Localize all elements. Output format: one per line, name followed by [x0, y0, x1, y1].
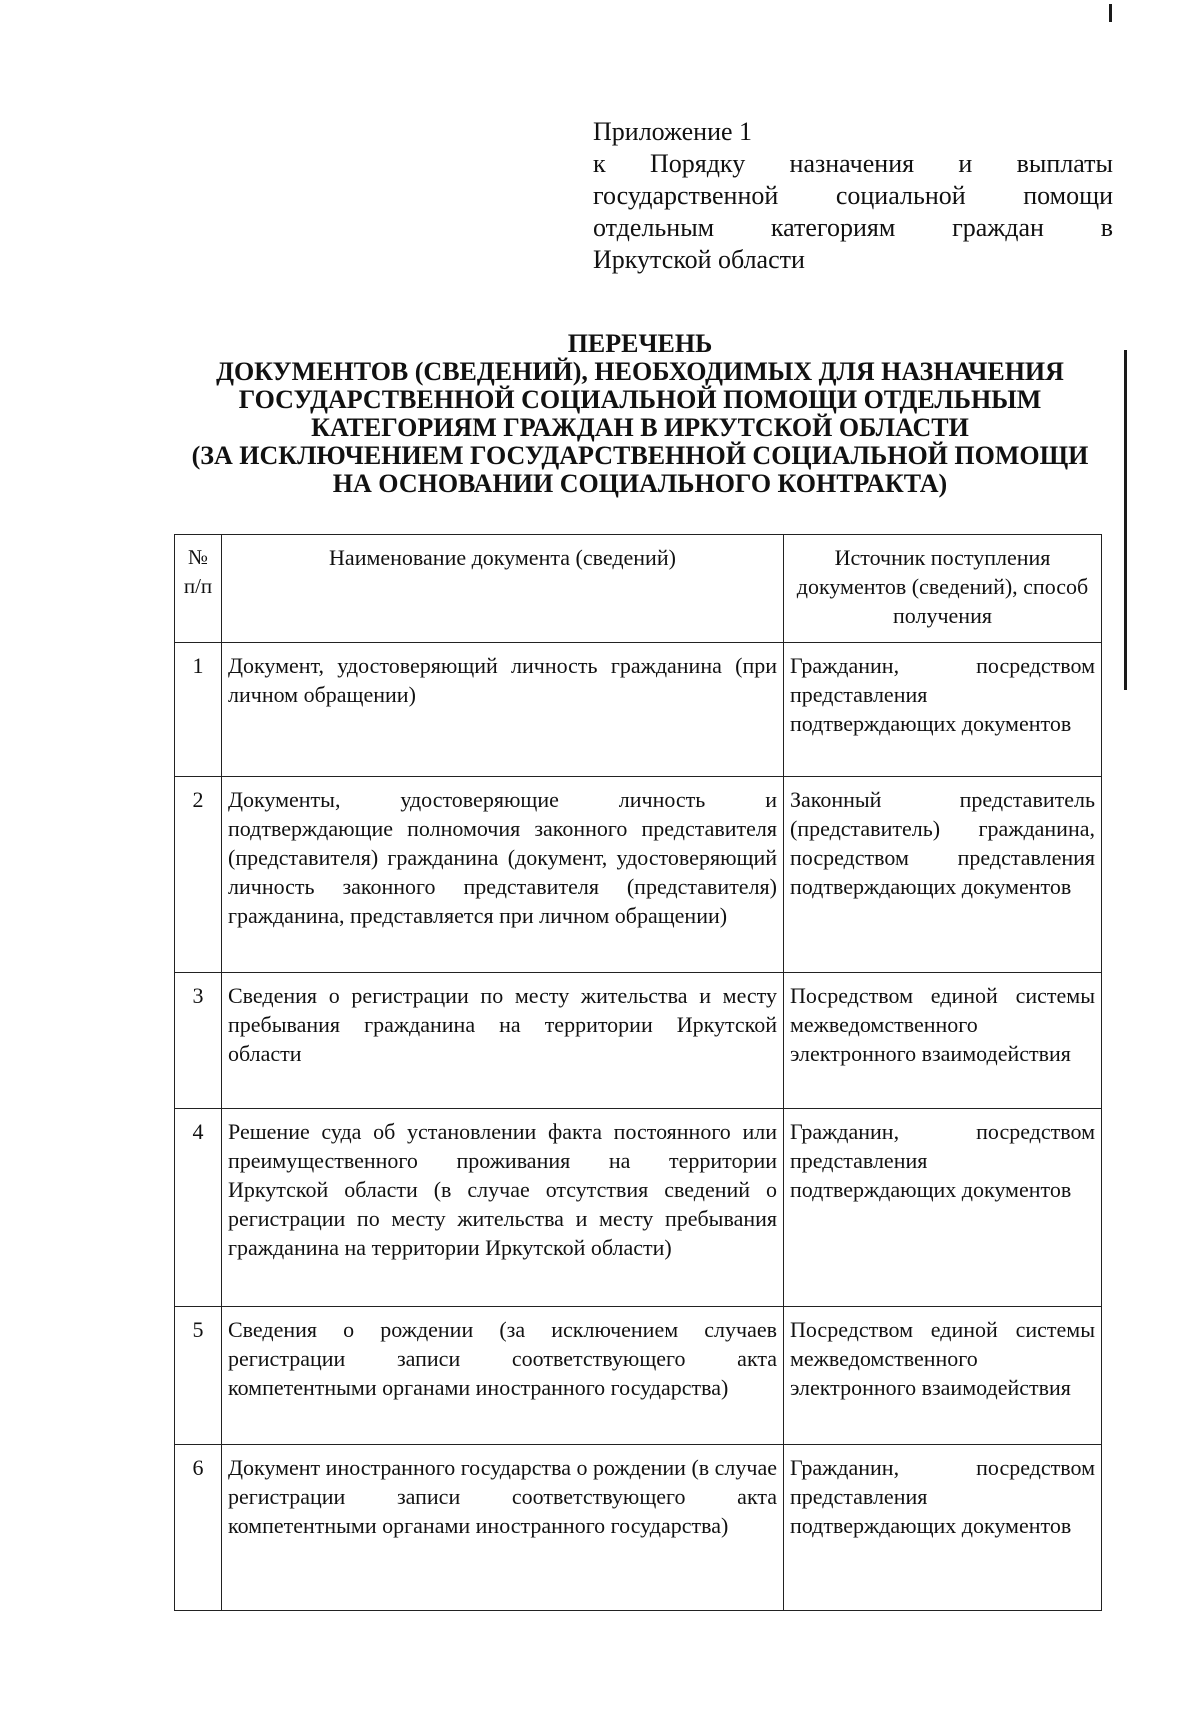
- document-title: [160, 330, 1120, 498]
- row-source: Законный представитель (представитель) гражданина, посредством представления подтверждающих документов: [784, 777, 1102, 973]
- scan-artifact-top: [1109, 4, 1112, 22]
- title-line: ПЕРЕЧЕНЬ: [567, 329, 713, 358]
- table-header-row: [175, 535, 1102, 643]
- header-document-name: Наименование документа (сведений): [222, 535, 784, 643]
- row-document-name: Сведения о рождении (за исключением случаев регистрации записи соответствующего акта компетентными органами иностранного государства): [222, 1307, 784, 1445]
- row-document-name: Документ иностранного государства о рождении (в случае регистрации записи соответствующего акта компетентными органами иностранного государства): [222, 1445, 784, 1611]
- table-row: [175, 1445, 1102, 1611]
- title-line: ДОКУМЕНТОВ (СВЕДЕНИЙ), НЕОБХОДИМЫХ ДЛЯ НАЗНАЧЕНИЯ: [216, 357, 1064, 386]
- title-line: КАТЕГОРИЯМ ГРАЖДАН В ИРКУТСКОЙ ОБЛАСТИ: [311, 413, 969, 442]
- appendix-line: отдельным категориям граждан в: [593, 213, 1113, 242]
- table-row: [175, 973, 1102, 1109]
- row-source: Гражданин, посредством представления подтверждающих документов: [784, 643, 1102, 777]
- row-document-name: Решение суда об установлении факта постоянного или преимущественного проживания на территории Иркутской области (в случае отсутствия сведений о регистрации по месту жительства и месту пребывания гражданина на территории Иркутской области): [222, 1109, 784, 1307]
- table-row: [175, 777, 1102, 973]
- row-source: Гражданин, посредством представления подтверждающих документов: [784, 1445, 1102, 1611]
- row-source: Посредством единой системы межведомственного электронного взаимодействия: [784, 973, 1102, 1109]
- appendix-header: [593, 116, 1113, 276]
- appendix-line: Иркутской области: [593, 245, 805, 274]
- table-row: [175, 1109, 1102, 1307]
- documents-table: [174, 534, 1102, 1611]
- row-number: 2: [175, 777, 222, 973]
- header-number: № п/п: [175, 535, 222, 643]
- appendix-line: государственной социальной помощи: [593, 181, 1113, 210]
- row-source: Посредством единой системы межведомственного электронного взаимодействия: [784, 1307, 1102, 1445]
- scan-artifact-right: [1124, 350, 1127, 690]
- row-number: 6: [175, 1445, 222, 1611]
- row-document-name: Документ, удостоверяющий личность гражданина (при личном обращении): [222, 643, 784, 777]
- row-number: 4: [175, 1109, 222, 1307]
- table-row: [175, 643, 1102, 777]
- title-line: (ЗА ИСКЛЮЧЕНИЕМ ГОСУДАРСТВЕННОЙ СОЦИАЛЬНОЙ ПОМОЩИ: [191, 441, 1089, 470]
- header-source: Источник поступления документов (сведений), способ получения: [784, 535, 1102, 643]
- row-source: Гражданин, посредством представления подтверждающих документов: [784, 1109, 1102, 1307]
- row-number: 3: [175, 973, 222, 1109]
- title-line: НА ОСНОВАНИИ СОЦИАЛЬНОГО КОНТРАКТА): [332, 469, 948, 498]
- row-number: 5: [175, 1307, 222, 1445]
- row-document-name: Сведения о регистрации по месту жительства и месту пребывания гражданина на территории Иркутской области: [222, 973, 784, 1109]
- appendix-line: к Порядку назначения и выплаты: [593, 149, 1113, 178]
- row-number: 1: [175, 643, 222, 777]
- table-row: [175, 1307, 1102, 1445]
- row-document-name: Документы, удостоверяющие личность и подтверждающие полномочия законного представителя (представителя) гражданина (документ, удостоверяющий личность законного представителя (представителя) гражданина, представляется при личном обращении): [222, 777, 784, 973]
- appendix-line: Приложение 1: [593, 117, 753, 146]
- title-line: ГОСУДАРСТВЕННОЙ СОЦИАЛЬНОЙ ПОМОЩИ ОТДЕЛЬНЫМ: [238, 385, 1042, 414]
